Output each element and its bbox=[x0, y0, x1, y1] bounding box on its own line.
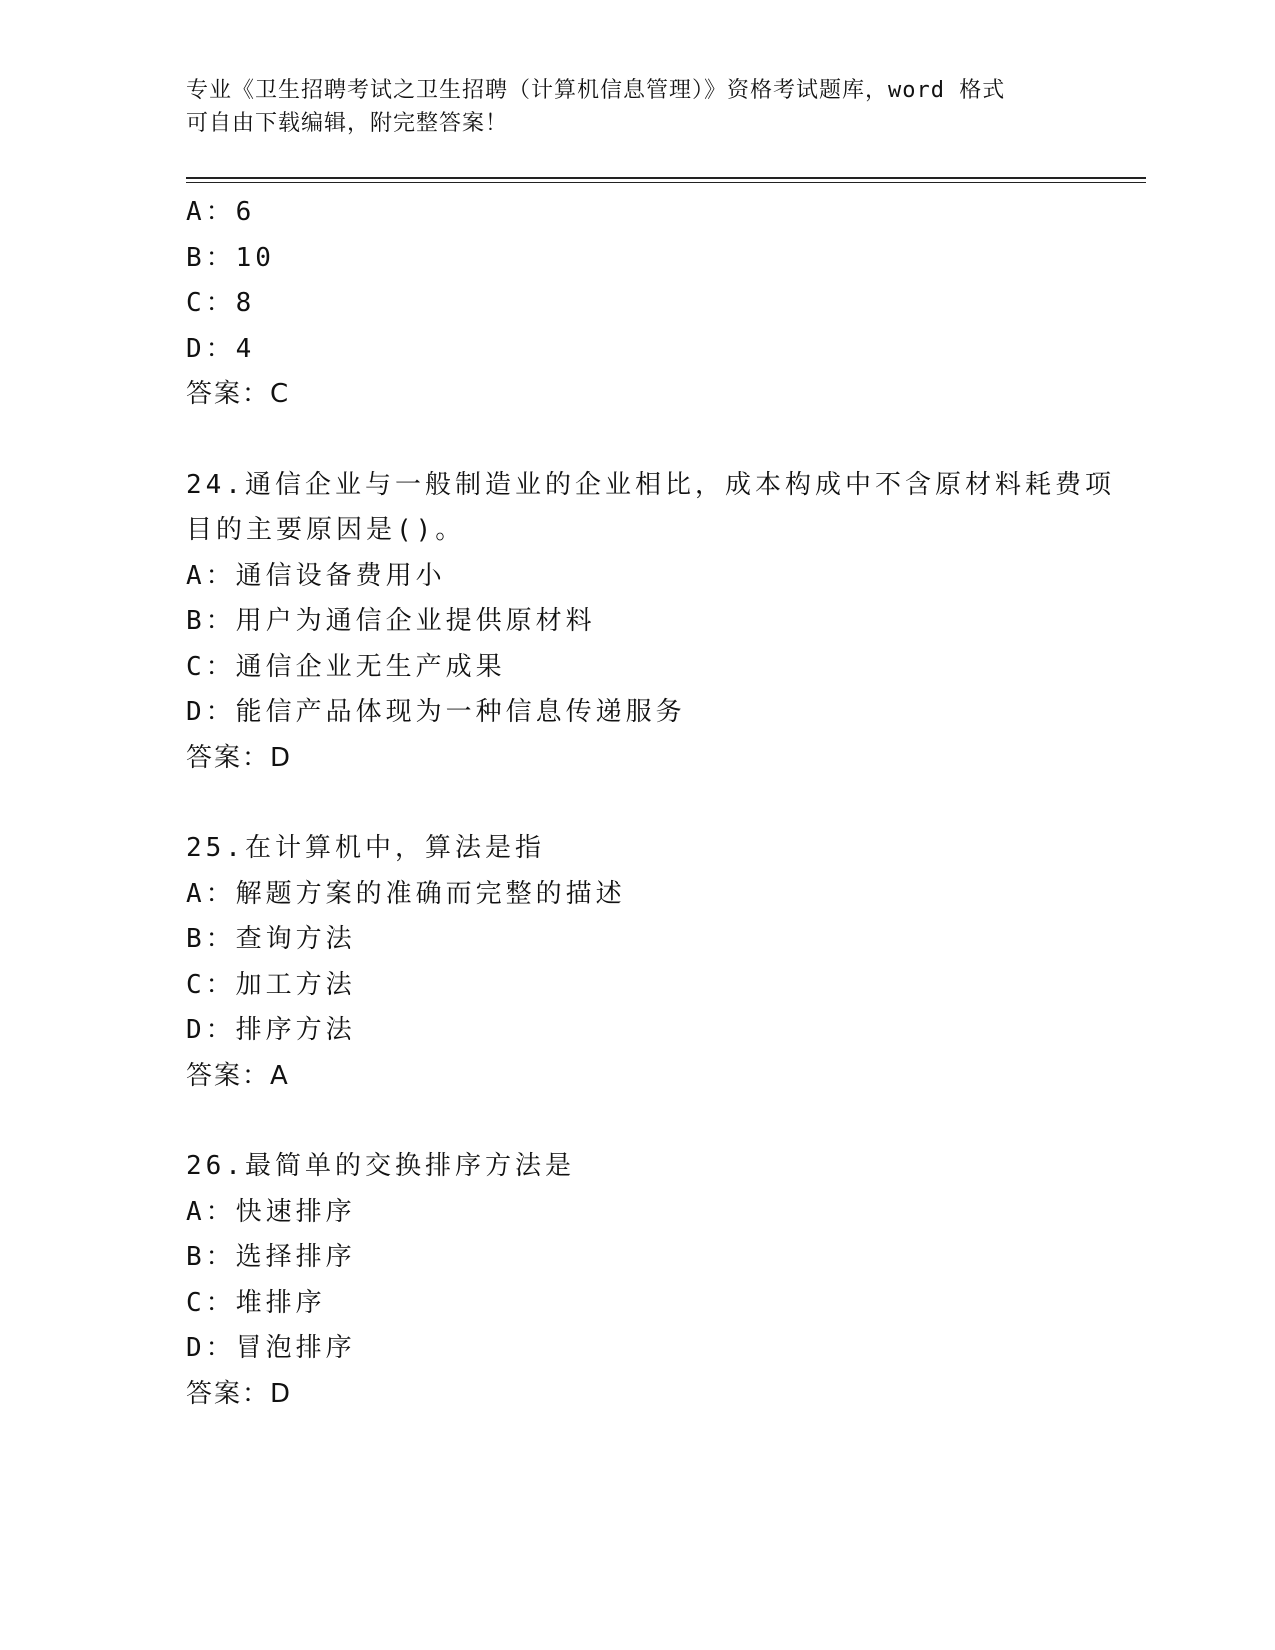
answer-line: 答案：C bbox=[186, 379, 291, 409]
question-26 bbox=[186, 1144, 1146, 1417]
option-b: B：10 bbox=[186, 242, 275, 273]
option-d: D：冒泡排序 bbox=[186, 1333, 356, 1363]
answer-line: 答案：D bbox=[186, 742, 293, 773]
question-stem-line-1: 26.最简单的交换排序方法是 bbox=[186, 1151, 575, 1181]
option-a: A：6 bbox=[186, 197, 256, 227]
question-spacer bbox=[186, 418, 1146, 463]
header-title-line-2: 可自由下载编辑，附完整答案！ bbox=[186, 111, 509, 136]
option-a: A：快速排序 bbox=[186, 1196, 356, 1227]
document-header bbox=[186, 74, 1086, 140]
option-c: C：8 bbox=[186, 288, 256, 318]
header-divider-thin bbox=[186, 182, 1146, 183]
option-b: B：选择排序 bbox=[186, 1242, 356, 1272]
question-stem-line-2: 目的主要原因是()。 bbox=[186, 515, 466, 545]
question-23 bbox=[186, 190, 1146, 418]
option-d: D：4 bbox=[186, 333, 256, 364]
question-spacer bbox=[186, 1099, 1146, 1144]
option-b: B：查询方法 bbox=[186, 924, 356, 954]
question-list bbox=[186, 190, 1146, 1417]
header-divider-thick bbox=[186, 177, 1146, 179]
option-d: D：能信产品体现为一种信息传递服务 bbox=[186, 697, 686, 727]
question-stem-line-1: 24.通信企业与一般制造业的企业相比，成本构成中不含原材料耗费项 bbox=[186, 469, 1115, 500]
option-c: C：加工方法 bbox=[186, 969, 356, 1000]
question-spacer bbox=[186, 781, 1146, 826]
option-c: C：堆排序 bbox=[186, 1287, 326, 1318]
question-stem-line-1: 25.在计算机中，算法是指 bbox=[186, 833, 545, 863]
answer-line: 答案：D bbox=[186, 1378, 293, 1409]
answer-line: 答案：A bbox=[186, 1060, 290, 1091]
option-a: A：通信设备费用小 bbox=[186, 560, 446, 591]
header-title-line-1: 专业《卫生招聘考试之卫生招聘（计算机信息管理）》资格考试题库，word 格式 bbox=[186, 78, 1006, 103]
option-d: D：排序方法 bbox=[186, 1015, 356, 1045]
option-c: C：通信企业无生产成果 bbox=[186, 651, 506, 682]
option-a: A：解题方案的准确而完整的描述 bbox=[186, 878, 626, 909]
question-24 bbox=[186, 463, 1146, 782]
question-25 bbox=[186, 826, 1146, 1099]
option-b: B：用户为通信企业提供原材料 bbox=[186, 606, 596, 636]
